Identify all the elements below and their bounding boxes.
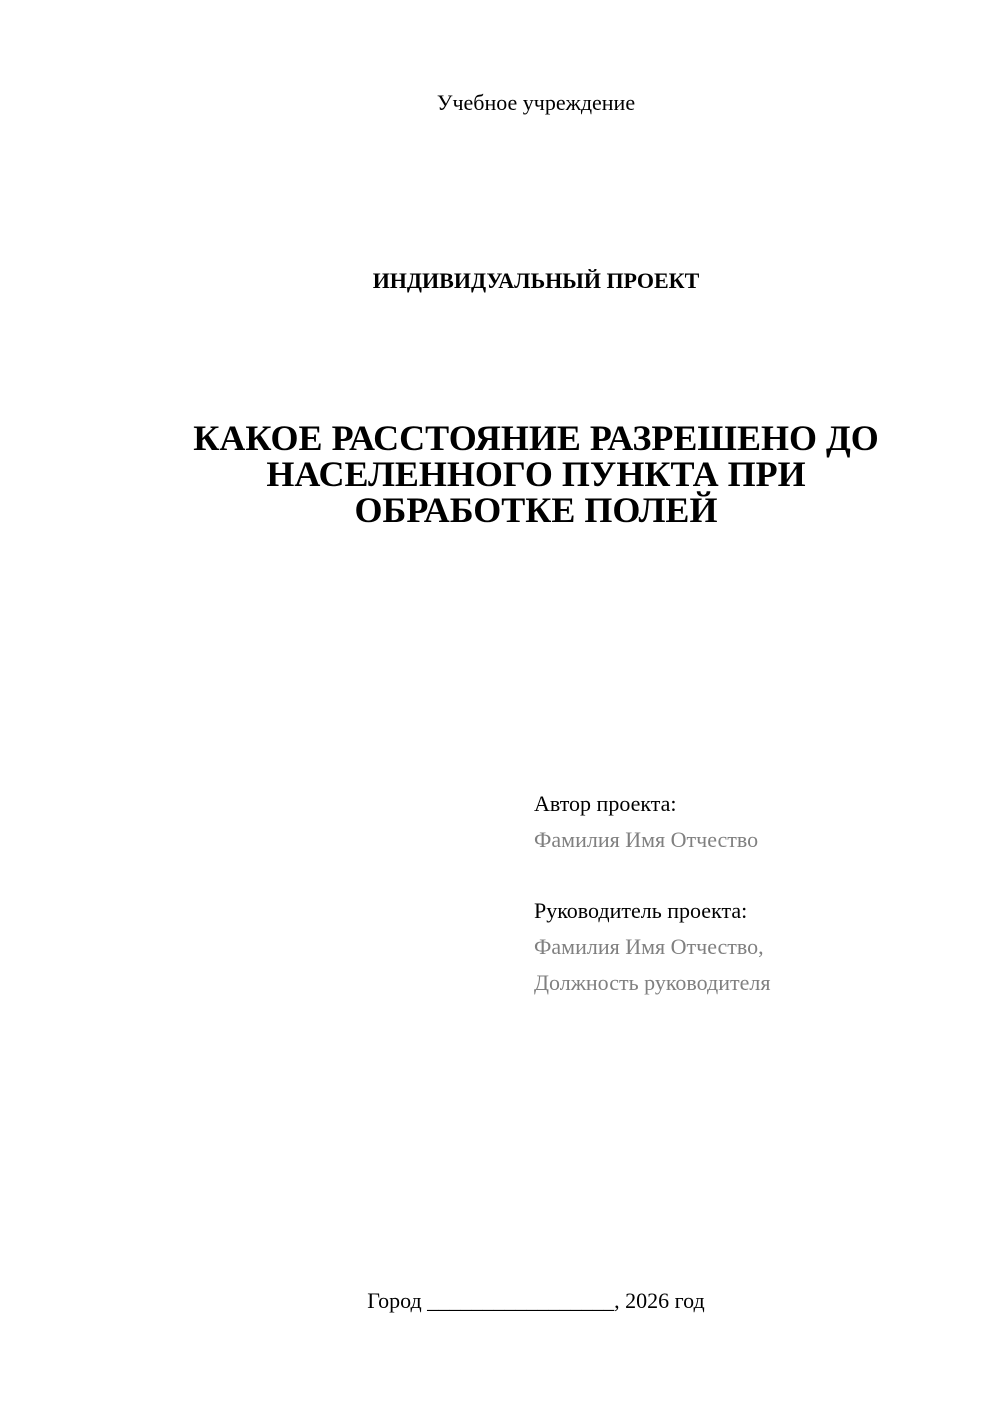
supervisor-block bbox=[534, 893, 974, 1001]
institution-name: Учебное учреждение bbox=[436, 90, 636, 115]
supervisor-position: Должность руководителя bbox=[534, 970, 771, 995]
project-title-line: ОБРАБОТКЕ ПОЛЕЙ bbox=[354, 490, 718, 530]
author-name: Фамилия Имя Отчество bbox=[534, 827, 759, 852]
city-year-line bbox=[0, 1288, 1000, 1314]
project-title-line: КАКОЕ РАССТОЯНИЕ РАЗРЕШЕНО ДО bbox=[193, 418, 879, 458]
year-text: , 2026 год bbox=[614, 1288, 705, 1313]
author-block bbox=[534, 786, 974, 858]
city-label: Город bbox=[367, 1288, 422, 1313]
supervisor-label: Руководитель проекта: bbox=[534, 898, 748, 923]
project-type-heading: ИНДИВИДУАЛЬНЫЙ ПРОЕКТ bbox=[372, 268, 700, 293]
project-title bbox=[136, 420, 936, 528]
supervisor-name: Фамилия Имя Отчество, bbox=[534, 934, 764, 959]
city-blank: _________________ bbox=[427, 1288, 615, 1313]
author-label: Автор проекта: bbox=[534, 791, 677, 816]
project-title-line: НАСЕЛЕННОГО ПУНКТА ПРИ bbox=[266, 454, 806, 494]
